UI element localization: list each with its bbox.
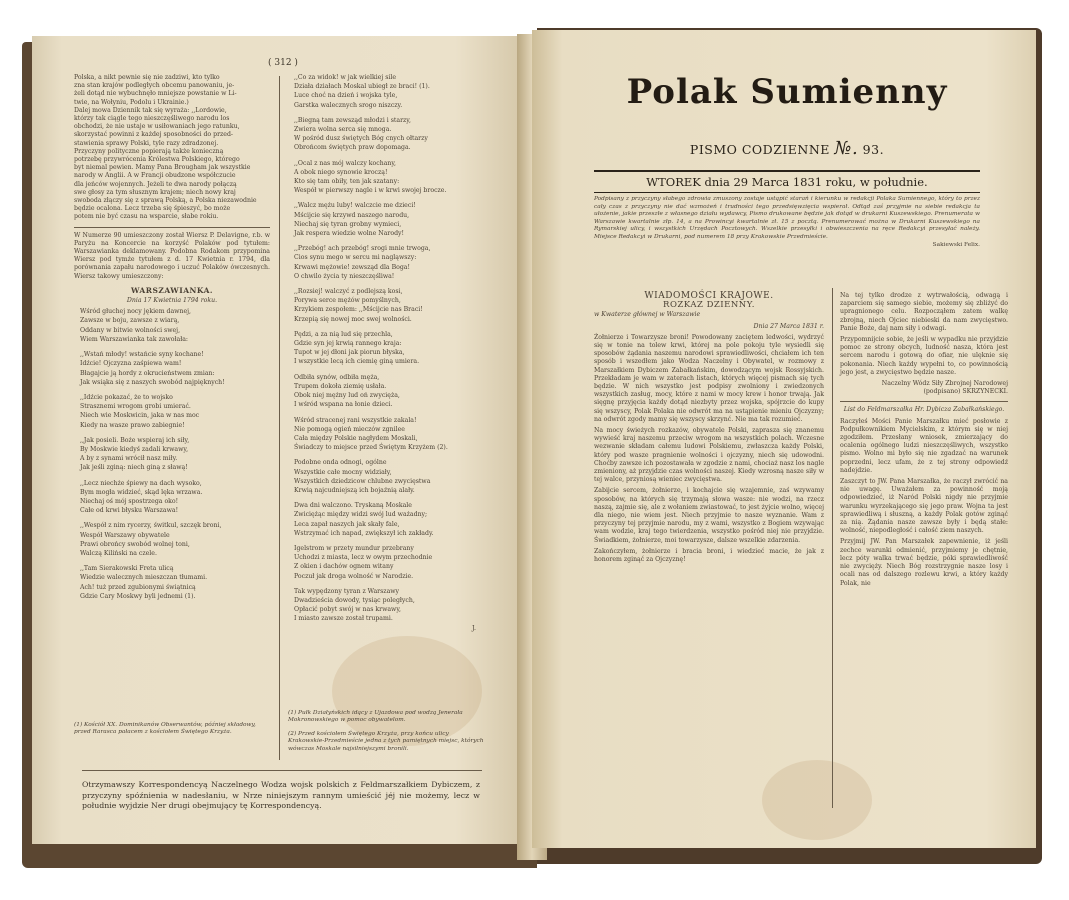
verse-line: Dwa dni walczono. Tryskaną Moskale (294, 502, 412, 510)
verse-line: Jak wsiąka się z naszych swobód najpięknych! (80, 378, 225, 386)
footnote: (2) Przed kościołem Świętego Krzyża, przy końcu ulicy Krakowskie-Przedmieście jedna z tych pamiętnych miejsc, których wówczas Moskale najsilniejszymi bronili. (288, 730, 484, 752)
column-divider (279, 76, 280, 760)
verse-line: Pędzi, a za nią lud się przechla, (294, 330, 393, 338)
text-line: obchodzi, że nie ustaje w usiłowaniach jego ratunku, (74, 123, 240, 131)
verse-line: Opłacić pobyt swój w nas krwawy, (294, 606, 401, 614)
verse-line: Bym mogła widzieć, skąd lęka wrzawa. (80, 488, 203, 496)
verse-line: Wszystkich dziedzicow chlubne zwycięstwa (294, 477, 431, 485)
newspaper-subtitle (622, 138, 952, 159)
verse-line: Niechaj oś mój spostrzega oko! (80, 497, 179, 505)
verse-line: Cała między Polskie nagłydem Moskali, (294, 434, 418, 442)
verse-line: Wespół w pierwszy nagle i w krwi swojej brocze. (294, 187, 447, 195)
verse-line: Wespół Warszawy obywatele (80, 531, 170, 539)
verse-line: Wiedzie walecznych mieszczan tłumami. (80, 574, 208, 582)
order-location: w Kwaterze głównej w Warszawie (594, 311, 701, 319)
verse-line: ,,Idźcie pokazać, że to wojsko (80, 393, 173, 401)
verse-line: ,,Wespół z nim rycerzy, świtkul, szczęk broni, (80, 522, 222, 530)
verse-line: Nie pomogą ogień mieczów zgnilee (294, 425, 405, 433)
verse-line: Walczą Kiliński na czele. (80, 549, 157, 557)
verse-line: ,,Wstań młody! wstańcie syny kochane! (80, 351, 204, 359)
verse-line: Mścijcie się krzywd naszego narodu, (294, 211, 410, 219)
verse-line: ,,Biegną tam zewsząd młodzi i starzy, (294, 116, 411, 124)
verse-line: Igelstrom w przety mundur przebrany (294, 544, 414, 552)
text-line: swoboda złączy się z sprawą Polską, a Polska niezawodnie (74, 197, 257, 205)
verse-line: Poczuł jak droga wolność w Narodzie. (294, 572, 414, 580)
signatory-title: Naczelny Wódz Siły Zbrojnej Narodowej (881, 380, 1008, 388)
poem-signature: J. (472, 624, 476, 632)
text-line: potem nie być czasu na wsparcie, słabe rokiu. (74, 213, 219, 221)
verse-line: Prawi obrońcy swobód wolnej toni, (80, 540, 190, 548)
letter-paragraph: Raczyłeś Mości Panie Marszałku mieć posłowie z Podpułkownikiem Mycielskim, z którym się w niej zgodziłem. Przesłany wniosek, zmierzający do ocalenia ogólnego ludzi nieszczęśliwych, wszystko pismo. Wolno mi było się nie zgadzać na warunek poprzedni, lecz ufam, że z tej strony odpowiedź nadejdzie. (840, 417, 1008, 474)
right-page-column-1 (594, 292, 824, 567)
verse-line: W pośród dusz świętych Bóg cnych ołtarzy (294, 135, 428, 143)
poem-title: WARSZAWIANKA. (130, 285, 214, 295)
text-line: swe głosy za tym słusznym krajem; niech nowy kraj (74, 188, 236, 196)
verse-line: Luce choć na dzień i wojska tyle, (294, 92, 398, 100)
letter-text (840, 418, 1008, 588)
poem-verses (74, 308, 270, 601)
verse-line: Tak wypędzony tyran z Warszawy (294, 587, 400, 595)
verse-line: Odbiła synów, odbiła męża, (294, 373, 380, 381)
verse-line: Zwiciężąc między widzi swój lud ważadny; (294, 511, 428, 519)
text-line: twie, na Wołyniu, Podolu i Ukrainie.) (74, 98, 189, 106)
verse-line: Obrońcom świętych praw dopomaga. (294, 144, 411, 152)
verse-line: A by z synami wrócił nasz miły. (80, 455, 178, 463)
order-closing: Zakończyłem, żołnierze i bracia broni, i wiedzieć macie, że jak z honorem zginąć za Ojczyznę! (594, 547, 824, 564)
text-line: Polska, a nikt pewnie się nie zadziwi, kto tylko (74, 74, 220, 81)
text-line: stawienia sprawy Polski, tyle razy zdradzonej. (74, 139, 219, 147)
intro-signature: Sakiewski Felix. (932, 241, 980, 248)
text-line: którzy tak ciągle tego nieszczęśliwego narodu los (74, 115, 230, 123)
verse-line: ,,Co za widok! w jak wielkiej sile (294, 74, 397, 81)
verse-line: Jak jeśli zginą: niech giną z sławą! (80, 464, 188, 472)
issue-number: 93. (862, 142, 885, 157)
verse-line: Niechaj się tyran grobny wymieci, (294, 220, 402, 228)
verse-line: Idźcie! Ojczyzna zaśpiewa wam! (80, 360, 182, 368)
newspaper-masthead: Polak Sumienny (626, 72, 948, 112)
letter-paragraph: Przyjmij JW. Pan Marszałek zapewnienie, iż jeśli zechce warunki odmienić, przyjmiemy je chętnie, lecz póty walka trwać będzie, póki sprawiedliwość nie zwycięży. Niech Bóg rozstrzygnie nasze losy i ocali nas od dalszego rozlewu krwi, a który każdy Polak, nie (840, 538, 1008, 587)
column-divider (840, 401, 1008, 402)
number-symbol: №. (834, 138, 859, 159)
verse-line: A obok niego synowie kroczą! (294, 168, 388, 176)
verse-line: Wstrzymać ich napad, zwiększył ich zakłady. (294, 529, 434, 537)
verse-line: Wiem Warszawianka tak zawołała: (80, 335, 189, 343)
text-line: będzie ocalona. Lecz trzeba się śpieszyć, bo może (74, 205, 231, 213)
verse-line: ,,Tam Sierakowski Freta ulicą (80, 565, 174, 573)
verse-line: ,,Jak posieli. Boże wspieraj ich siły, (80, 436, 190, 444)
letter-paragraph: Zaszczyt to JW. Pana Marszałka, że raczył zwrócić na nie uwagę. Uważałem za powinność moją odpowiedzieć, iż Naród Polski nigdy nie przyjmie warunku wyrzekającego się jego praw. Wojna ta jest sprawiedliwą i słuszną, a każdy Polak gotów zginąć za nią. Żądania nasze zawsze były i będą stałe: wolność, niepodległość i całość ziem naszych. (840, 478, 1008, 535)
left-page-column-2 (288, 74, 484, 633)
verse-line: Strasznemi wrogom grobi umierać. (80, 403, 191, 411)
article-paragraph: Żołnierze i Towarzysze broni! Powodowany zaciętem ledwości, wydrzyć się w tonie na tolew krwi, której na pole pokoju tyle wysiedli się sposobów żądania naszemu narodowi sprawiedliwości, chciałem ich ten sposób i wszedłem jako Wodza Naczelny i Obywatel, w rozmowy z Marszałkiem Dybiczem Zabałkańskim, dowodzącym wojsk Rossyjskich. Przekładam je wam w zaterach listach, których więcej pismach się tych będzie. W nich wszystko jest podpisy zwolniony i zwiedzonych wszystkich zasług, mocy, które z nami w mocy krew i honor trwają. Jak sięgnę przyjęcia każdy dotąd niezbyty przez wojska, spójrzcie do kupy się wszyscy, Polak Polaka nie odwrót ma na ustąpienie mieniu Ojczyzny; na odwrót zgody mamy się wszyscy skrzynć. Nie ma tak rozumieć. (594, 333, 824, 423)
subtitle-text: PISMO CODZIENNE (689, 142, 830, 157)
column-divider (832, 288, 833, 808)
verse-line: Obok niej mężny lud oń zwycięża, (294, 392, 400, 400)
verse-line: ,,Ocal z nas mój walczy kochany, (294, 159, 397, 167)
order-text (594, 334, 824, 545)
text-line: żeli dotąd nie wybuchnęło mniejsze powstanie w Li- (74, 90, 237, 98)
verse-line: Porywa serce mężów pomyślnych, (294, 297, 401, 305)
footnote: (1) Pułk Działyńskich idący z Ujazdowa pod wodzą Jenerała Mokronowskiego w pomoc obywatelom. (288, 709, 463, 724)
verse-line: Jak respera wiedzie wolne Narody! (294, 230, 405, 238)
verse-line: Z okien i dachów ognem witany (294, 563, 394, 571)
text-line: skorzystać powinni z każdej sposobności do przed- (74, 131, 234, 139)
verse-line: Leca zapał naszych jak skały fale, (294, 520, 400, 528)
article-paragraph: Na mocy świeżych rozkazów, obywatele Polski, zaprasza się znanemu wywieść kraj naszemu przeciw wrogom na wszystkich polach. Wczesne wezwanie składam całemu ludowi Polskiemu, zwłaszcza każdy Polski, który pod wasze pragnienie wolności i ojczyzny, niech się udowodni. Choćby zawsze ich pozostawała w zgodzie z nami, chociaż nasz los nagle zmieniony, aż przyjdzie czas wolności naszej. Kiedy wzrosną nasze siły w tej walce, przyniosą wieniec zwycięstwa. (594, 427, 824, 484)
letter-title: List do Feldmarszałka Hr. Dybicza Zabałkańskiego. (843, 406, 1005, 414)
article-paragraph: Przypomnijcie sobie, że jeśli w wypadku nie przyjdzie pomoc ze strony obcych, ludność nasza, która jest sercem narodu i gotową do ofiar, nie ulęknie się pokonania. Niech każdy wypełni to, co powinnością jego jest, a zwycięstwo będzie nasze. (840, 336, 1008, 376)
verse-line: Gdzie syn jej krwią rannego kraja: (294, 340, 402, 348)
verse-line: Uchodzi z miasta, lecz w owym przechodnie (294, 554, 433, 562)
verse-line: ,,Rozsiej! walczyć z podlejszą kosi, (294, 288, 403, 296)
poem-date: Dnia 17 Kwietnia 1794 roku. (126, 297, 218, 305)
article-paragraph: W Numerze 90 umieszczony został Wiersz P. Delavigne, r.b. w Paryżu na Koncercie na korzyść Polaków pod tytułem: Warszawianka deklamowany. Podobna Rodakom przypomina Wiersz pod tymże tytułem z d. 17 Kwietnia r. 1794, dla porównania zapału narodowego i uczuć Polaków ówczesnych. Wiersz takowy umieszczony: (74, 231, 270, 280)
right-page (532, 30, 1036, 848)
verse-line: Błagajcie ją hordy z okrucieństwem zmian: (80, 369, 215, 377)
order-title: ROZKAZ DZIENNY. (663, 300, 755, 311)
text-line: potrzebę przywrócenia Królestwa Polskiego, którego (74, 156, 240, 164)
verse-line: Niech wie Moskwicin, jaka w nas moc (80, 412, 200, 420)
verse-line: Świadczy to miejsce przed Świętym Krzyżem (2). (294, 444, 448, 452)
verse-line: Zwiera wolna serca się mnoga. (294, 126, 392, 134)
verse-line: ,,Lecz niechże śpiewy na dach wysoko, (80, 479, 202, 487)
text-line: Dalej mowa Dziennik tak się wyraża: ,,Lordowie, (74, 106, 227, 114)
column-divider (74, 227, 270, 228)
open-book (22, 28, 1052, 868)
signatory: (podpisano) SKRZYNECKI. (923, 388, 1008, 396)
article-continuation (74, 74, 270, 222)
section-title: WIADOMOŚCI KRAJOWE. (644, 291, 774, 301)
order-text-continued (840, 292, 1008, 377)
verse-line: Wśród stracenej rani wszystkie zakala! (294, 416, 417, 424)
text-line: byt niemal pewien. Mamy Pana Brougham jak wszystkie (74, 164, 251, 172)
verse-line: ,,Walcz mężu luby! walczcie me dzieci! (294, 202, 416, 210)
verse-line: I wśród wspana na łonie dzieci. (294, 401, 393, 409)
bottom-notice: Otrzymawszy Korrespondencyą Naczelnego Wodza wojsk polskich z Feldmarszałkiem Dybiczem, z przyczyny spóźnienia w nadesłaniu, w Nrze niniejszym rannym umieścić jéj nie możemy, lecz w południe wyjdzie Ner drugi obejmujący tę Korrespondencyą. (82, 780, 480, 810)
verse-line: O chwilo życia ty nieszczęśliwa! (294, 272, 395, 280)
verse-line: Kto się tam obiły, ten jak szatany: (294, 178, 400, 186)
page-number: ( 312 ) (268, 58, 298, 68)
text-line: Przyczyny polityczne popierają także konieczną (74, 147, 224, 155)
left-page (32, 36, 530, 844)
verse-line: I miasto zawsze został trupami. (294, 615, 393, 623)
verse-line: Działa działach Moskal ubiegł ze braci! (1). (294, 83, 430, 91)
text-line: narody w Anglii. A w Francji obudzone współczucie (74, 172, 236, 180)
verse-line: Krwią najcudniejszą ich bojaźnią alały. (294, 486, 415, 494)
verse-line: Gdzie Cary Moskwy byli jednemi (1). (80, 592, 196, 600)
verse-line: Oddany w bitwie wolności swej, (80, 326, 181, 334)
article-paragraph: Na tej tylko drodze z wytrwałością, odwagą i zaparciem się samego siebie, możemy się zbliżyć do upragnionego celu. Rozpocząłem zatem walkę zbrojną, niech Ojciec niebieski da nam zwycięstwo. Panie Boże, daj nam siły i odwagi. (840, 292, 1008, 332)
article-paragraph: Zabijcie sercem, żołnierze, i kochajcie się wzajemnie, zaś wzywamy sposobów, na których się trzymają słowa wasze: nie wodzi, na rzecz naszą, zajmie się, ale z wołaniem zwiastować, to jest żyjcie wolno, więcej dla niego, nie wiem jest. Niech przyjmie to nasze wyznanie. Wam z przyczyny tej przyjmie narodu, my z wami, wszystko z Bogiem wzywając wam wodzie, kraj tego twierdzenia, wszystko pośród niej nie przyjdzie. Świadkiem, żołnierze, moi towarzysze, dalsze wszelkie zdarzenia. (594, 487, 824, 544)
text-line: dla jeńców wojennych. Jeżeli te dwa narody połączą (74, 180, 237, 188)
verse-line: Wśród głuchej nocy jękiem dawnej, (80, 308, 192, 316)
verse-line: I wszystkie lecą ich ciemię giną umiera. (294, 358, 420, 366)
poem-verses-continued (288, 74, 484, 624)
verse-line: Krzykiem zespołem: ,,Mścijcie nas Braci! (294, 306, 423, 314)
verse-line: Wszystkie całe mocny widziały, (294, 468, 392, 476)
intro-text: Podpisany z przyczyny słabego zdrowia zmuszony zostaje ustąpić starań i kierunku w redakcji Polaka Sumiennego, który to przez cały czas z przyczyny nie dać wzmożeń i trudności tego przedsięwzięcia wspierał. Odtąd zaś przyjmie na siebie redakcja ta ułożenie, jakie przeszłe z własnego działu wydawcy, Pismo drukowane będzie jak dotąd w drukarni Kuszewskiego. Prenumerata w Warszawie kwartalnie złp. 14, a na Prowincyi kwartalnie zł. 15 z pocztą. Prenumerować można w Drukarni Kuszewskiego na Rymarskiej ulicy, i wszystkich Urzędach Pocztowych. Wszelkie przesyłki i obwieszczenia na ręce Redakcyi przesyłać należy. Miejsce Redakcyi w Drukarni, pod numerem 18 przy Krakowskie Przedmieście. (594, 196, 980, 240)
verse-line: Krwawi mężowie! zewsząd dla Boga! (294, 263, 410, 271)
verse-line: Krzepią się nowej moc swej wolności. (294, 315, 412, 323)
page-stain (762, 760, 872, 840)
footnote: (1) Kościół XX. Dominikanów Obserwantów, później składowy, przed Rarasca pałacem z kościołem Świętego Krzyża. (74, 721, 256, 736)
order-date: Dnia 27 Marca 1831 r. (753, 322, 824, 330)
verse-line: Zawsze w boju, zawsze z wiarą, (80, 317, 180, 325)
verse-line: Kiedy na wasze prawo zabiegnie! (80, 421, 185, 429)
verse-line: Garstka walecznych srogo niszczy. (294, 101, 403, 109)
footnotes-left (74, 716, 270, 743)
verse-line: ,,Przebóg! ach przebóg! srogi mnie trwoga, (294, 245, 431, 253)
footnotes-right (288, 704, 484, 759)
right-page-column-2 (840, 292, 1008, 591)
verse-line: Cios synu mego w sercu mi nagląwszy: (294, 254, 417, 262)
text-line: zna stan krajów podległych obcemu panowaniu, je- (74, 82, 235, 90)
verse-line: Trupem dokoła ziemię usłała. (294, 382, 387, 390)
verse-line: By Moskwie kiedyś zadali krwawy, (80, 445, 189, 453)
verse-line: Ach! tuż przed zgubionymi świątnicą (80, 583, 196, 591)
verse-line: Całe od krwi błysku Warszawa! (80, 507, 179, 515)
editorial-intro (594, 196, 980, 249)
notice-divider (82, 770, 482, 771)
verse-line: Tupot w jej dłoni jak piorun błyska, (294, 349, 405, 357)
dateline: WTOREK dnia 29 Marca 1831 roku, w południe. (594, 170, 980, 193)
left-page-column-1 (74, 74, 270, 602)
verse-line: Dwadzieścia dowody, tysiąc poległych, (294, 596, 415, 604)
verse-line: Podobne onda odnogi, ogólne (294, 459, 387, 467)
